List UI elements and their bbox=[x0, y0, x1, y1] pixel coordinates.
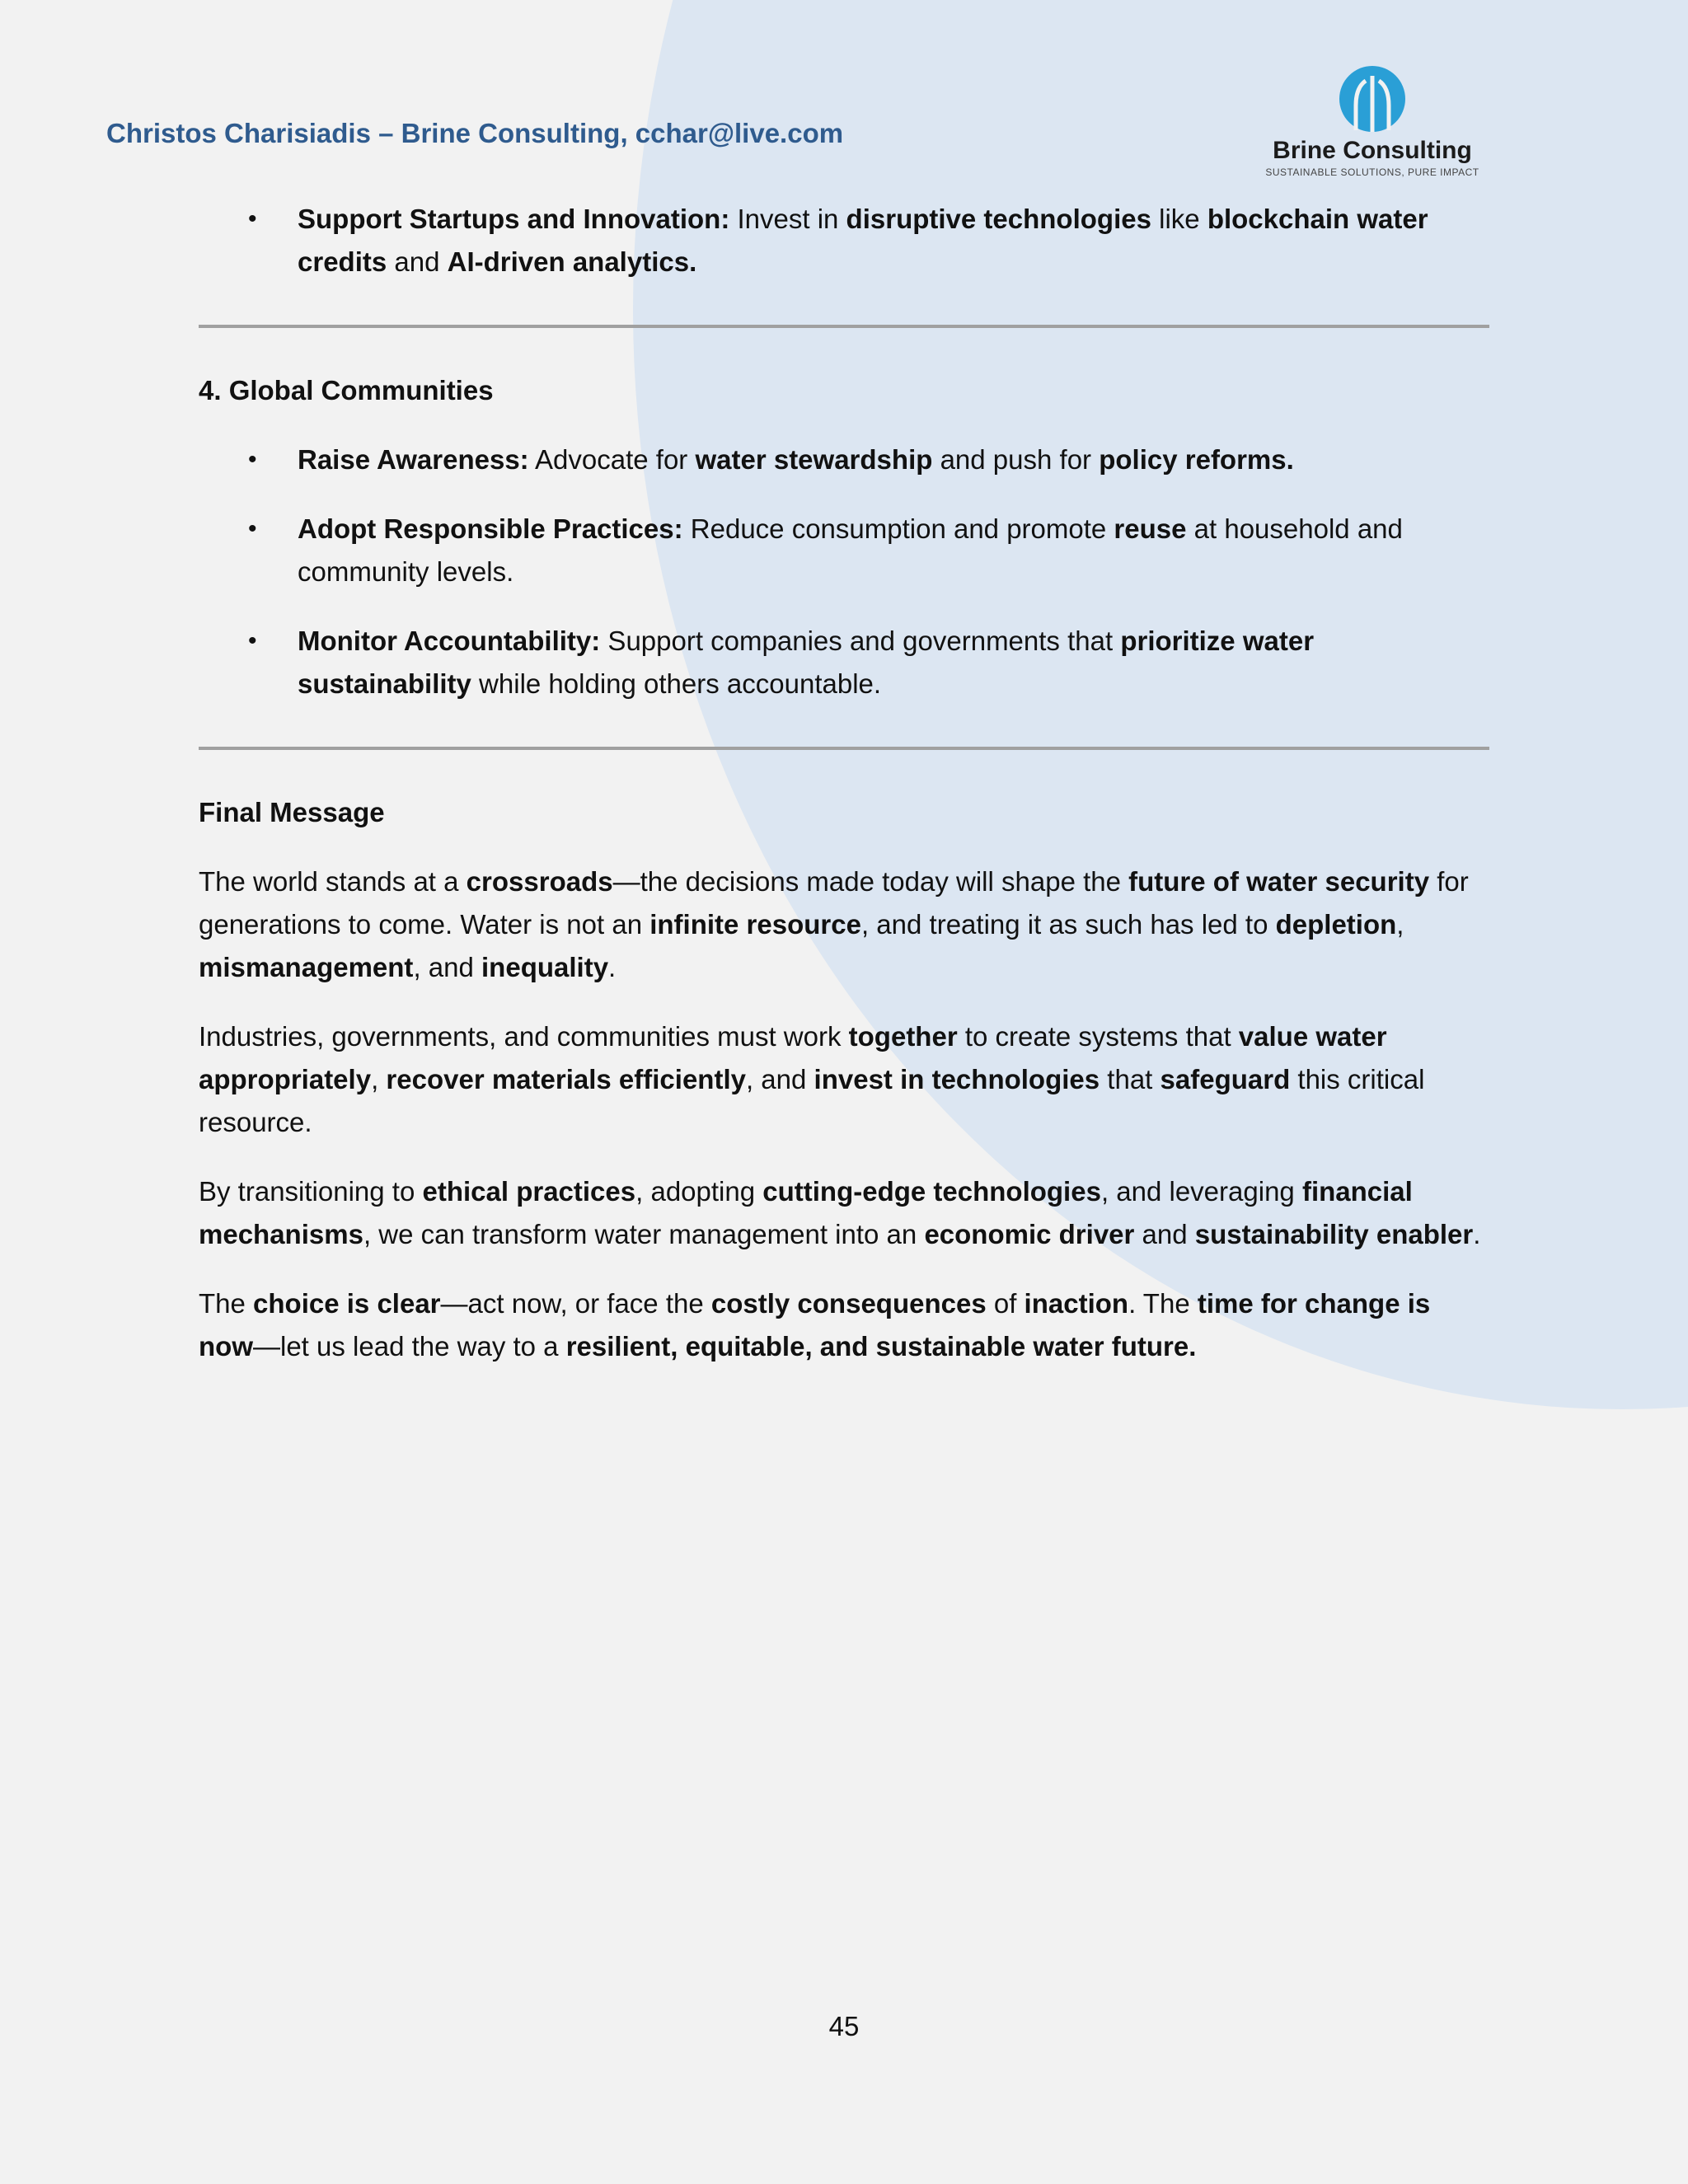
bold-run: inaction bbox=[1024, 1288, 1129, 1319]
bold-run: infinite resource bbox=[649, 909, 861, 940]
page-content bbox=[199, 198, 1489, 1394]
section-divider bbox=[199, 325, 1489, 328]
bold-run: future of water security bbox=[1128, 866, 1430, 897]
list-item bbox=[199, 438, 1489, 481]
text-run: and bbox=[387, 246, 448, 277]
brine-drop-logo-icon bbox=[1338, 64, 1407, 134]
text-run: , we can transform water management into an bbox=[363, 1219, 925, 1249]
text-run: and bbox=[1134, 1219, 1195, 1249]
page-number: 45 bbox=[828, 2011, 860, 2041]
text-run: this critical resource. bbox=[199, 1064, 1425, 1137]
logo-name: Brine Consulting bbox=[1273, 137, 1472, 164]
bold-run: financial mechanisms bbox=[199, 1176, 1413, 1249]
text-run: Advocate for bbox=[528, 444, 696, 475]
paragraph bbox=[199, 860, 1489, 989]
text-run: . bbox=[1473, 1219, 1481, 1249]
text-run: Invest in bbox=[729, 204, 846, 234]
paragraph bbox=[199, 1170, 1489, 1256]
bold-run: water stewardship bbox=[695, 444, 933, 475]
text-run: and push for bbox=[932, 444, 1100, 475]
text-run: , adopting bbox=[635, 1176, 763, 1207]
bold-run: crossroads bbox=[466, 866, 613, 897]
text-run: that bbox=[1100, 1064, 1160, 1094]
text-run: , and treating it as such has led to bbox=[860, 909, 1276, 940]
bold-run: reuse bbox=[1114, 513, 1187, 544]
bold-run: economic driver bbox=[924, 1219, 1135, 1249]
text-run: at household and community levels. bbox=[298, 513, 1403, 587]
text-run: while holding others accountable. bbox=[471, 668, 882, 699]
section-heading: Final Message bbox=[199, 797, 385, 827]
text-run: —act now, or face the bbox=[440, 1288, 711, 1319]
text-run: of bbox=[986, 1288, 1025, 1319]
bullet-icon: • bbox=[248, 446, 257, 473]
bullet-icon: • bbox=[248, 627, 257, 654]
text-run: . The bbox=[1128, 1288, 1198, 1319]
bold-run: choice is clear bbox=[253, 1288, 441, 1319]
bullet-lead: Adopt Responsible Practices: bbox=[298, 513, 683, 544]
company-logo bbox=[1261, 64, 1484, 188]
bold-run: together bbox=[848, 1021, 958, 1052]
text-run: The world stands at a bbox=[199, 866, 467, 897]
author-header: Christos Charisiadis – Brine Consulting, cchar@live.com bbox=[106, 118, 844, 148]
section-heading: 4. Global Communities bbox=[199, 375, 494, 405]
logo-tagline: SUSTAINABLE SOLUTIONS, PURE IMPACT bbox=[1265, 166, 1479, 178]
list-item bbox=[199, 198, 1489, 284]
bullet-lead: Support Startups and Innovation: bbox=[298, 204, 730, 234]
text-run: By transitioning to bbox=[199, 1176, 423, 1207]
bold-run: recover materials efficiently bbox=[386, 1064, 746, 1094]
text-run: . bbox=[608, 952, 617, 982]
text-run: like bbox=[1151, 204, 1207, 234]
text-run: to create systems that bbox=[957, 1021, 1239, 1052]
bullet-icon: • bbox=[248, 515, 257, 542]
list-item bbox=[199, 508, 1489, 593]
text-run: Reduce consumption and promote bbox=[682, 513, 1114, 544]
bullet-lead: Monitor Accountability: bbox=[298, 626, 601, 656]
text-run: for generations to come. Water is not an bbox=[199, 866, 1469, 940]
bold-run: blockchain water credits bbox=[298, 204, 1428, 277]
bold-run: disruptive technologies bbox=[846, 204, 1151, 234]
text-run: The bbox=[199, 1288, 254, 1319]
text-run: , bbox=[371, 1064, 387, 1094]
text-run: Industries, governments, and communities must work bbox=[199, 1021, 849, 1052]
text-run: , and bbox=[413, 952, 482, 982]
text-run: , bbox=[1396, 909, 1404, 940]
bold-run: depletion bbox=[1275, 909, 1397, 940]
bold-run: policy reforms. bbox=[1099, 444, 1294, 475]
bold-run: costly consequences bbox=[710, 1288, 987, 1319]
list-item bbox=[199, 620, 1489, 705]
bold-run: safeguard bbox=[1160, 1064, 1291, 1094]
bold-run: cutting-edge technologies bbox=[762, 1176, 1101, 1207]
bold-run: ethical practices bbox=[422, 1176, 636, 1207]
bold-run: value water appropriately bbox=[199, 1021, 1387, 1094]
text-run: Support companies and governments that bbox=[600, 626, 1121, 656]
top-bullet-list bbox=[199, 198, 1489, 284]
bold-run: time for change is now bbox=[199, 1288, 1431, 1361]
paragraph bbox=[199, 1015, 1489, 1144]
text-run: , and leveraging bbox=[1100, 1176, 1302, 1207]
bold-run: resilient, equitable, and sustainable water future. bbox=[565, 1331, 1197, 1361]
bullet-lead: Raise Awareness: bbox=[298, 444, 529, 475]
bold-run: invest in technologies bbox=[814, 1064, 1100, 1094]
text-run: —the decisions made today will shape the bbox=[612, 866, 1129, 897]
bold-run: prioritize water sustainability bbox=[298, 626, 1315, 699]
bullet-icon: • bbox=[248, 205, 257, 232]
section-divider bbox=[199, 747, 1489, 750]
text-run: , and bbox=[745, 1064, 814, 1094]
bold-run: mismanagement bbox=[199, 952, 414, 982]
text-run: —let us lead the way to a bbox=[252, 1331, 566, 1361]
bold-run: inequality bbox=[481, 952, 609, 982]
bold-run: AI-driven analytics. bbox=[447, 246, 697, 277]
communities-bullet-list bbox=[199, 438, 1489, 705]
paragraph bbox=[199, 1282, 1489, 1368]
bold-run: sustainability enabler bbox=[1194, 1219, 1474, 1249]
